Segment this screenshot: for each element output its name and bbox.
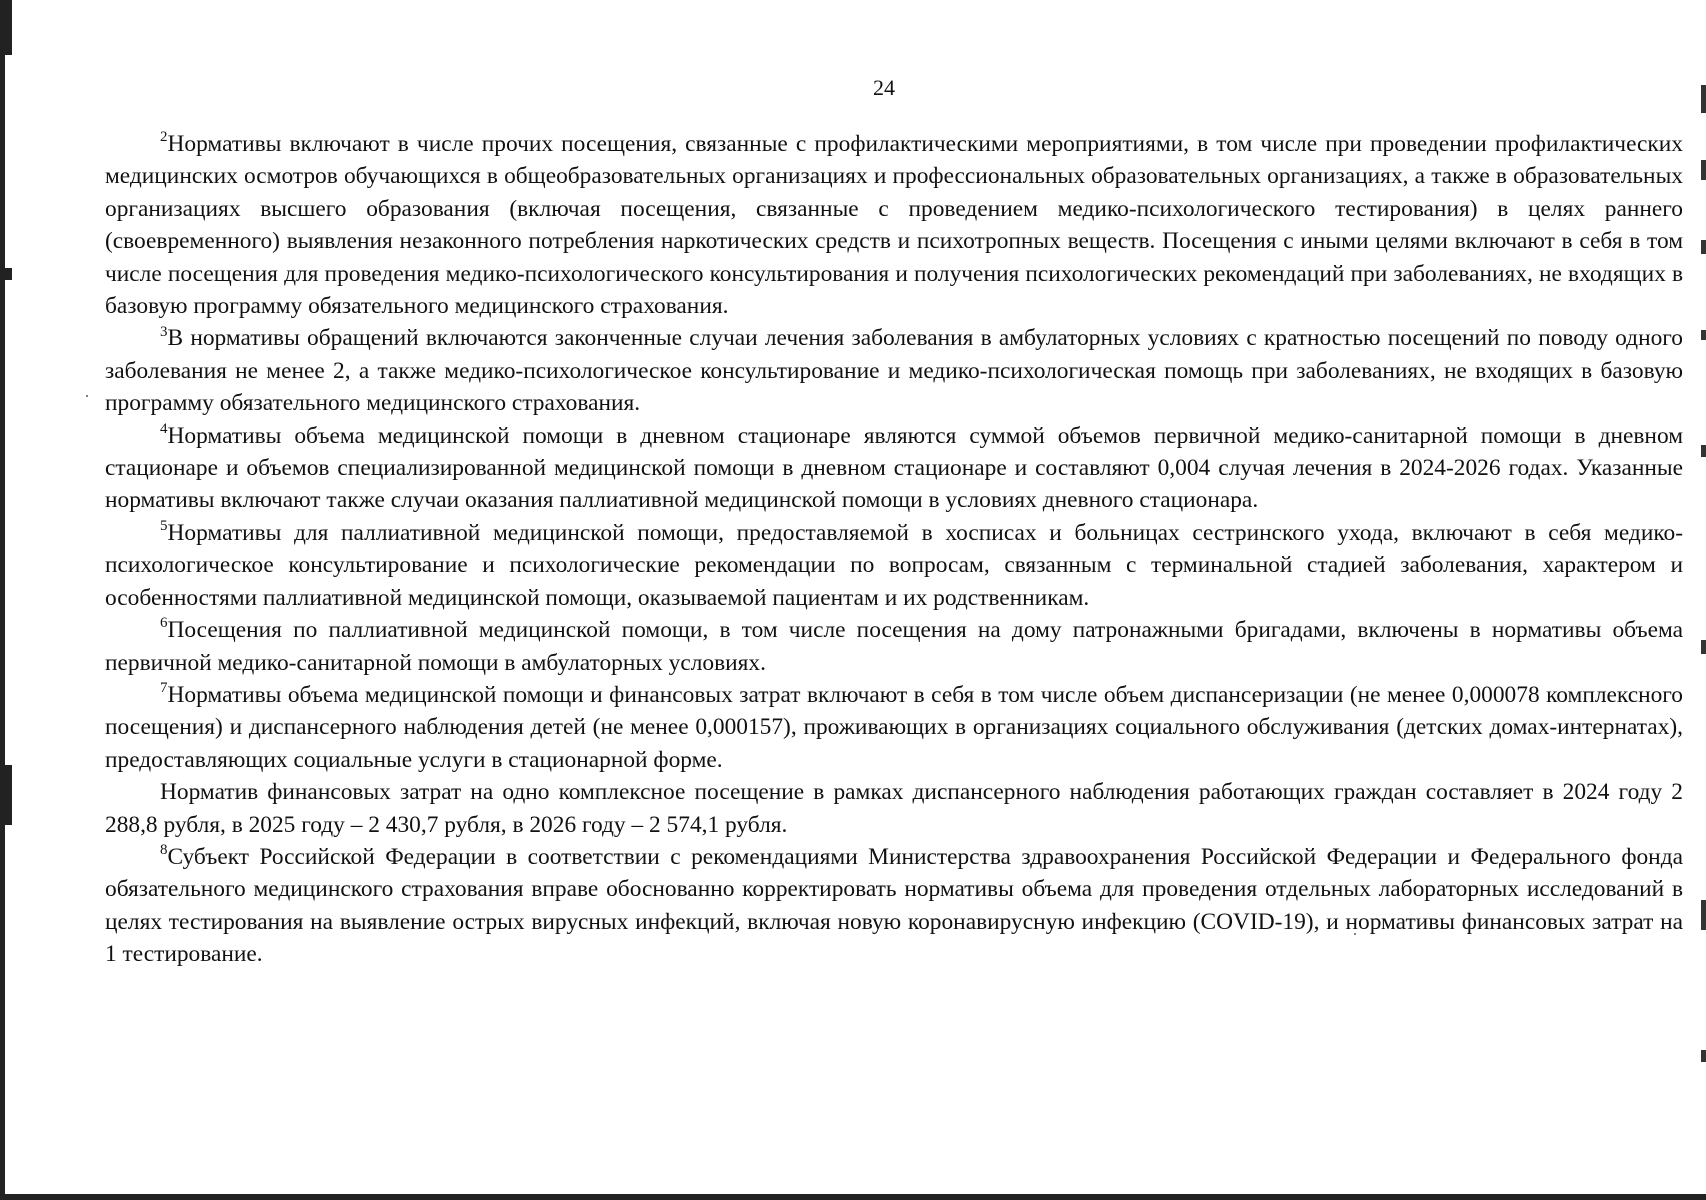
paragraph-text: Посещения по паллиативной медицинской помощи, в том числе посещения на дому патронажными бригадами, включены в нормативы объема первичной медико-санитарной помощи в амбулаторных условиях. [105, 617, 1683, 676]
footnote-marker: 2 [160, 129, 168, 146]
scan-edge-mark [5, 765, 12, 825]
paragraph-text: Нормативы для паллиативной медицинской помощи, предоставляемой в хосписах и больницах сестринского ухода, включают в себя медико-психологическое консультирование и психологические рекомендации по вопросам, связанным с терминальной стадией заболевания, характером и особенностями паллиативной медицинской помощи, оказываемой пациентам и их родственникам. [105, 519, 1683, 611]
paragraph-text: Субъект Российской Федерации в соответствии с рекомендациями Министерства здравоохранения Российской Федерации и Федерального фонда обязательного медицинского страхования вправе обоснованно корректировать нормативы объема для проведения отдельных лабораторных исследований в целях тестирования на выявление острых вирусных инфекций, включая новую коронавирусную инфекцию (COVID-19), и нормативы финансовых затрат на 1 тестирование. [105, 843, 1683, 968]
scan-edge-mark [1701, 445, 1706, 457]
paragraph-text: Нормативы включают в числе прочих посещения, связанные с профилактическими мероприятиями, в том числе при проведении профилактических медицинских осмотров обучающихся в общеобразовательных организациях и профессиональных образовательных организациях, а также в образовательных организациях высшего образования (включая посещения, связанные с проведением медико-психологического тестирования) в целях раннего (своевременного) выявления незаконного потребления наркотических средств и психотропных веществ. Посещения с иными целями включают в себя в том числе посещения для проведения медико-психологического консультирования и получения психологических рекомендаций при заболеваниях, не входящих в базовую программу обязательного медицинского страхования. [105, 131, 1683, 320]
scan-edge-mark [1701, 160, 1706, 180]
scan-edge-bottom [0, 1194, 1706, 1200]
footnote-paragraph [105, 322, 1683, 419]
footnote-marker: 3 [160, 323, 168, 340]
footnote-paragraph [105, 841, 1683, 971]
footnote-marker: 6 [160, 615, 168, 632]
footnote-paragraph [105, 420, 1683, 517]
footnote-paragraph [105, 679, 1683, 776]
scan-edge-left [0, 0, 5, 1200]
footnote-paragraph [105, 128, 1683, 322]
footnote-paragraph [105, 517, 1683, 614]
scan-speck [86, 395, 88, 397]
document-body [105, 128, 1683, 971]
scan-edge-mark [1701, 1050, 1706, 1062]
paragraph-text: В нормативы обращений включаются законченные случаи лечения заболевания в амбулаторных условиях с кратностью посещений по поводу одного заболевания не менее 2, а также медико-психологическое консультирование и медико-психологическая помощь при заболеваниях, не входящих в базовую программу обязательного медицинского страхования. [105, 325, 1683, 417]
paragraph-text: Нормативы объема медицинской помощи в дневном стационаре являются суммой объемов первичной медико-санитарной помощи в дневном стационаре и объемов специализированной медицинской помощи в дневном стационаре и составляют 0,004 случая лечения в 2024-2026 годах. Указанные нормативы включают также случаи оказания паллиативной медицинской помощи в условиях дневного стационара. [105, 422, 1683, 514]
paragraph-text: Нормативы объема медицинской помощи и финансовых затрат включают в себя в том числе объем диспансеризации (не менее 0,000078 комплексного посещения) и диспансерного наблюдения детей (не менее 0,000157), проживающих в организациях социального обслуживания (детских домах-интернатах), предоставляющих социальные услуги в стационарной форме. [105, 681, 1683, 773]
footnote-marker: 8 [160, 842, 168, 859]
page-number: 24 [873, 75, 895, 100]
scan-edge-mark [1701, 640, 1706, 654]
scan-edge-mark [1701, 900, 1706, 930]
footnote-marker: 4 [160, 420, 168, 437]
scan-edge-mark [5, 0, 12, 55]
footnote-paragraph [105, 614, 1683, 679]
scan-edge-mark [1701, 330, 1706, 340]
scan-edge-mark [5, 268, 12, 280]
body-paragraph [105, 776, 1683, 841]
footnote-marker: 7 [160, 680, 168, 697]
paragraph-text: Норматив финансовых затрат на одно комплексное посещение в рамках диспансерного наблюдения работающих граждан составляет в 2024 году 2 288,8 рубля, в 2025 году – 2 430,7 рубля, в 2026 году – 2 574,1 рубля. [105, 779, 1683, 838]
footnote-marker: 5 [160, 518, 168, 535]
scan-edge-mark [1701, 240, 1706, 254]
